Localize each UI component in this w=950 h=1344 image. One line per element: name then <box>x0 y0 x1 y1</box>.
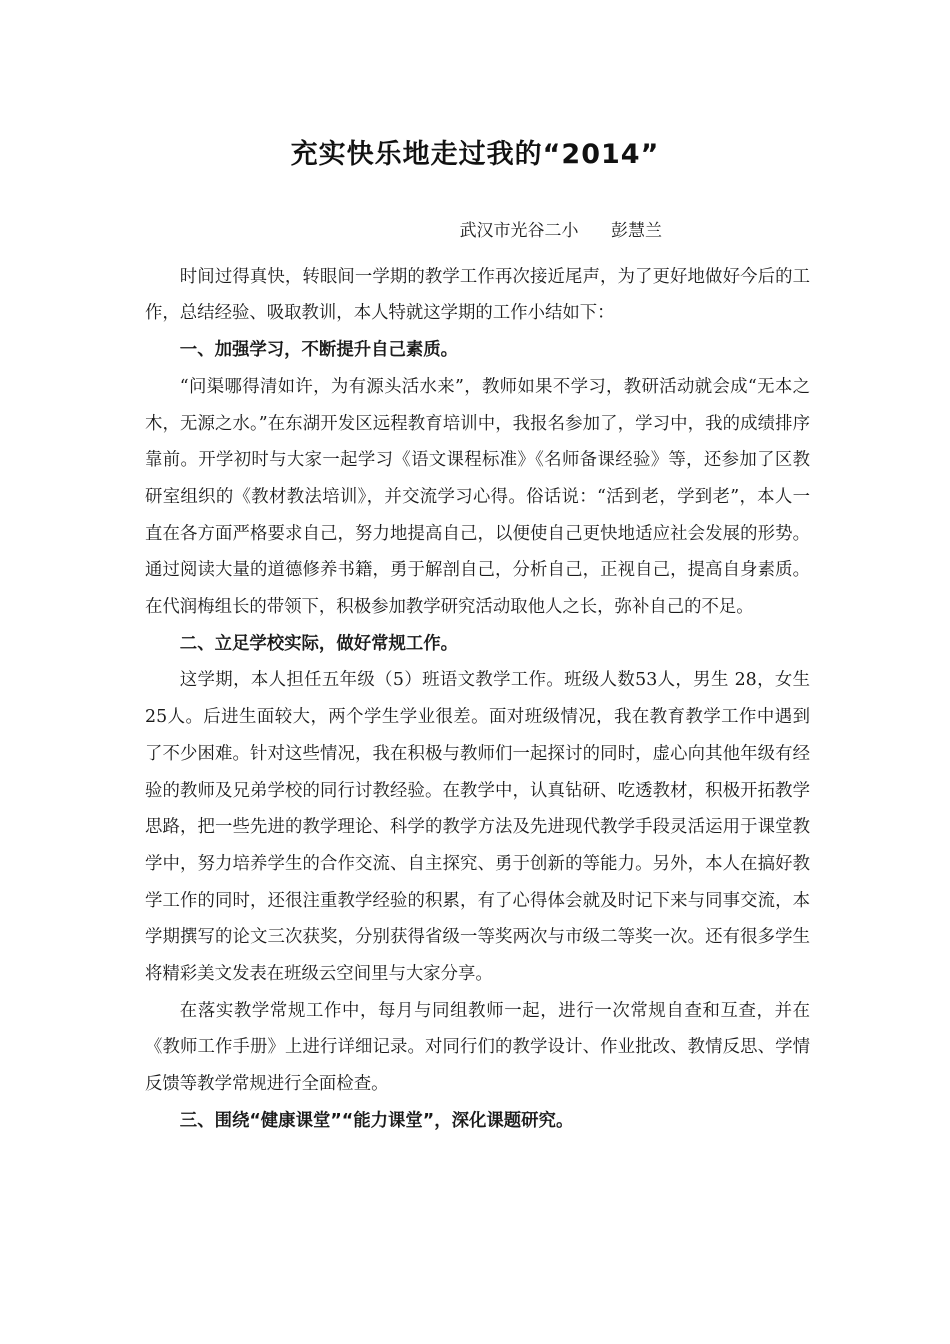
section-1-paragraph: “问渠哪得清如许，为有源头活水来”，教师如果不学习，教研活动就会成“无本之木，无源之水。”在东湖开发区远程教育培训中，我报名参加了，学习中，我的成绩排序靠前。开学初时与大家一起学习《语文课程标准》《名师备课经验》等，还参加了区教研室组织的《教材教法培训》，并交流学习心得。俗话说：“活到老，学到老”，本人一直在各方面严格要求自己，努力地提高自己，以便使自己更快地适应社会发展的形势。通过阅读大量的道德修养书籍，勇于解剖自己，分析自己，正视自己，提高自身素质。在代润梅组长的带领下，积极参加教学研究活动取他人之长，弥补自己的不足。 <box>145 376 810 618</box>
section-2-paragraph-2: 在落实教学常规工作中，每月与同组教师一起，进行一次常规自查和互查，并在《教师工作手册》上进行详细记录。对同行们的教学设计、作业批改、教情反思、学情反馈等教学常规进行全面检查。 <box>145 1000 810 1095</box>
section-heading-3: 三、围绕“健康课堂”“能力课堂”，深化课题研究。 <box>179 1110 574 1131</box>
section-heading-1: 一、加强学习，不断提升自己素质。 <box>179 340 459 361</box>
section-heading-2: 二、立足学校实际，做好常规工作。 <box>179 633 459 654</box>
intro-paragraph: 时间过得真快，转眼间一学期的教学工作再次接近尾声，为了更好地做好今后的工作，总结经验、吸取教训，本人特就这学期的工作小结如下： <box>145 266 810 324</box>
section-2-paragraph-1: 这学期，本人担任五年级（5）班语文教学工作。班级人数53人，男生 28，女生25人。后进生面较大，两个学生学业很差。面对班级情况，我在教育教学工作中遇到了不少困难。针对这些情况，我在积极与教师们一起探讨的同时，虚心向其他年级有经验的教师及兄弟学校的同行讨教经验。在教学中，认真钻研、吃透教材，积极开拓教学思路，把一些先进的教学理论、科学的教学方法及先进现代教学手段灵活运用于课堂教学中，努力培养学生的合作交流、自主探究、勇于创新的等能力。另外，本人在搞好教学工作的同时，还很注重教学经验的积累，有了心得体会就及时记下来与同事交流，本学期撰写的论文三次获奖，分别获得省级一等奖两次与市级二等奖一次。还有很多学生将精彩美文发表在班级云空间里与大家分享。 <box>145 670 810 985</box>
document-body <box>145 222 810 1140</box>
document-title: 充实快乐地走过我的“2014” <box>290 139 660 170</box>
author-line: 武汉市光谷二小 彭慧兰 <box>459 221 662 241</box>
